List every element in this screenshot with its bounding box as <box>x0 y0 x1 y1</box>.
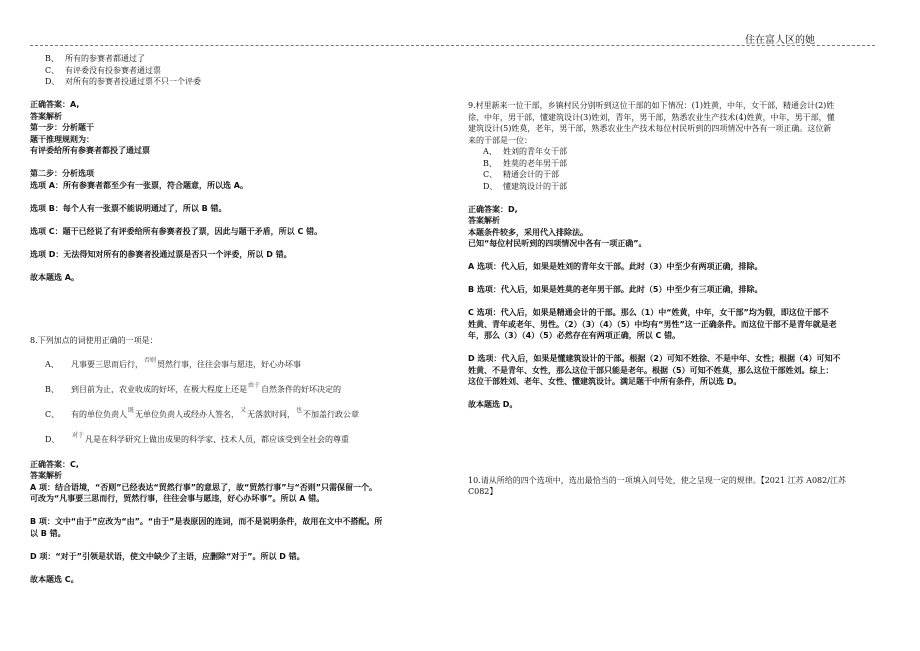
left-column <box>30 53 458 585</box>
q9-analysis-b: B 选项：代入后，如果是姓莫的老年男干部。此时（5）中至少有三项正确，排除。 <box>468 285 763 294</box>
q7-analysis-c: 选项 C：题干已经说了有评委给所有参赛者投了票，因此与题干矛盾，所以 C 错。 <box>30 226 323 236</box>
q9-stem-line2: 徐，中年，男干部，懂建筑设计(3)姓刘，青年，男干部，熟悉农业生产技术(4)姓黄，中年，男干部，懂 <box>468 112 835 122</box>
q9-option-c: C、 精通会计的干部 <box>483 170 559 179</box>
q7-final: 故本题选 A。 <box>30 272 79 282</box>
q7-step1-sub: 题干推理规则为： <box>30 134 94 144</box>
q9-final: 故本题选 D。 <box>468 400 518 409</box>
q9-analysis-c-line3: 年，那么（3）（4）（5）必然存在有两项正确，所以 C 错。 <box>468 331 681 340</box>
document-header-title: 住在富人区的她 <box>745 35 815 46</box>
q8-analysis-b-line2: 以 B 错。 <box>30 528 66 538</box>
q7-analysis-d: 选项 D：无法得知对所有的参赛者投通过票是否只一个评委，所以 D 错。 <box>30 249 292 259</box>
q10-stem-line2: C082】 <box>468 487 498 496</box>
q8-final: 故本题选 C。 <box>30 574 79 584</box>
q7-analysis-a: 选项 A：所有参赛者都至少有一张票，符合题意，所以选 A。 <box>30 180 248 190</box>
q8-answer: 正确答案：C, <box>30 459 79 469</box>
q9-option-a: A、 姓刘的青年女干部 <box>483 147 567 156</box>
q9-known: 已知“每位村民听到的四项情况中各有一项正确”。 <box>468 239 647 248</box>
q7-step1-rule: 有评委给所有参赛者都投了通过票 <box>30 146 150 155</box>
q9-stem-line4: 来的干部是一位： <box>468 135 532 145</box>
q7-step2: 第二步：分析选项 <box>30 169 94 178</box>
q9-analysis-d-line1: D 选项：代入后，如果是懂建筑设计的干部。根据（2）可知不姓徐、不是中年、女性；根据（4）可知不 <box>468 354 841 363</box>
q9-analysis-c-line1: C 选项：代入后，如果是精通会计的干部。那么（1）中“姓黄，中年，女干部”均为假，即这位干部不 <box>468 308 829 317</box>
q8-analysis-a-line2: 可改为“凡事要三思而行，贸然行事，往往会事与愿违，好心办坏事”。所以 A 错。 <box>30 494 325 503</box>
q8-analysis-b-line1: B 项：文中“由于”应改为“由”。“由于”是表原因的连词，而不是说明条件，故用在文中不搭配。所 <box>30 517 383 526</box>
q9-stem-line1: 9.村里新来一位干部，乡镇村民分别听到这位干部的如下情况：(1)姓黄，中年，女干部，精通会计(2)姓 <box>468 101 835 110</box>
q7-option-b: B、 所有的参赛者都通过了 <box>45 54 145 63</box>
q8-option-b: B、 到目前为止，农业收成的好坏，在极大程度上还是$^{由于}$自然条件的好坏决定的 <box>45 381 342 394</box>
q9-method: 本题条件较多，采用代入排除法。 <box>468 227 588 237</box>
q9-stem-line3: 建筑设计(5)姓莫，老年，男干部，熟悉农业生产技术每位村民听到的四项情况中各有一项正确。这位新 <box>468 124 832 133</box>
q9-option-d: D、 懂建筑设计的干部 <box>483 181 567 191</box>
q7-step1: 第一步：分析题干 <box>30 123 94 132</box>
q10-stem-line1: 10.请从所给的四个选项中，选出最恰当的一项填入问号处，使之呈现一定的规律。【2021 江苏 A082/江苏 <box>468 475 846 485</box>
q8-analysis-d: D 项：“对于”引领是状语，使文中缺少了主语，应删除“对于”。所以 D 错。 <box>30 551 305 561</box>
q9-option-b: B、 姓莫的老年男干部 <box>483 158 567 168</box>
q9-analysis-c-line2: 姓黄、青年或老年、男性。（2）（3）（4）（5）中均有“男性”这一正确条件。而这位干部不是青年就是老 <box>468 319 837 329</box>
right-column <box>468 100 900 498</box>
q8-option-a: A、 凡事要三思而后行，$^{否则}$贸然行事，往往会事与愿违，好心办坏事 <box>45 356 302 369</box>
header-divider <box>30 45 875 46</box>
q8-analysis-a-line1: A 项：结合语境，“否则”已经表达“贸然行事”的意思了，故“贸然行事”与“否则”只需保留一个。 <box>30 482 378 492</box>
q8-option-d: D、 $^{对于}$凡是在科学研究上做出成果的科学家、技术人员，都应该受到全社会的尊重 <box>45 431 350 444</box>
q9-explanation-heading: 答案解析 <box>468 216 500 225</box>
q9-answer: 正确答案：D, <box>468 204 518 214</box>
q9-analysis-d-line2: 姓黄、不是青年、女性，那么这位干部只能是老年。根据（5）可知不姓莫，那么这位干部姓刘。综上： <box>468 365 834 375</box>
q7-answer: 正确答案：A, <box>30 100 80 109</box>
q7-explanation-heading: 答案解析 <box>30 111 62 121</box>
q8-stem: 8.下列加点的词使用正确的一项是： <box>30 336 158 345</box>
q8-explanation-heading: 答案解析 <box>30 471 62 480</box>
q9-analysis-d-line3: 这位干部姓刘、老年、女性、懂建筑设计。满足题干中所有条件，所以选 D。 <box>468 377 742 386</box>
q9-analysis-a: A 选项：代入后，如果是姓刘的青年女干部。此时（3）中至少有两项正确，排除。 <box>468 262 763 271</box>
q7-analysis-b: 选项 B：每个人有一张票不能说明通过了，所以 B 错。 <box>30 203 227 213</box>
q7-option-d: D、 对所有的参赛者投通过票不只一个评委 <box>45 77 201 86</box>
q7-option-c: C、 有评委没有投参赛者通过票 <box>45 65 161 75</box>
q8-option-c: C、 有的单位负责人$^既$无单位负责人或经办人签名，$^又$无落款时间，$^也$不加盖行政公章 <box>45 406 360 419</box>
